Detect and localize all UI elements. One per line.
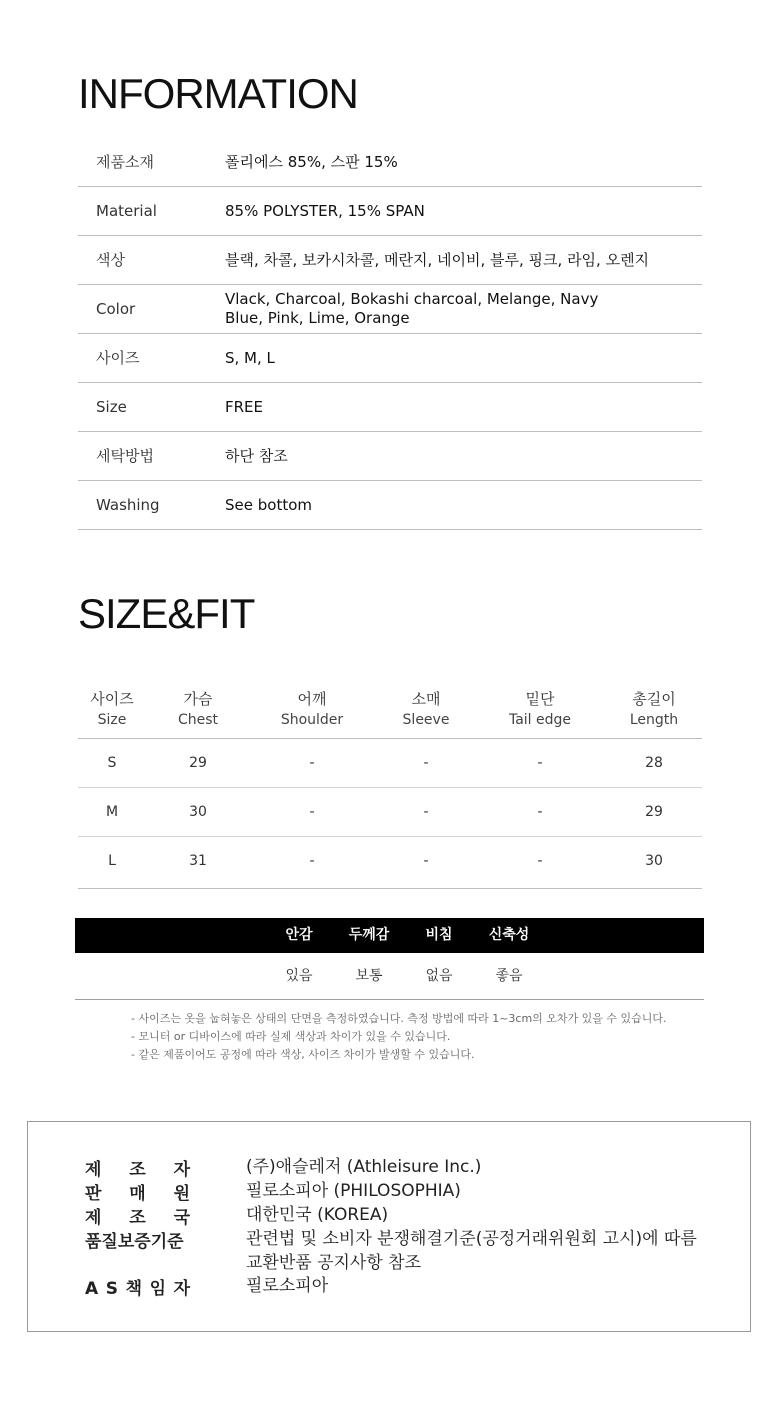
fabric-feel-values [75,953,704,1000]
info-value: Vlack, Charcoal, Bokashi charcoal, Melange, Navy Blue, Pink, Lime, Orange [225,290,599,327]
table-cell: - [537,755,543,771]
table-cell: - [309,755,315,771]
info-row-washing-en [78,481,702,530]
col-size: 사이즈 Size [90,690,134,728]
note-line: - 같은 제품이어도 공정에 따라 색상, 사이즈 차이가 발생할 수 있습니다. [131,1048,475,1061]
header-thickness: 두께감 [348,927,390,943]
value-lining: 있음 [285,968,313,984]
header-sheerness: 비침 [425,927,453,943]
maker-value: (주)애슬레저 (Athleisure Inc.) [246,1157,482,1177]
info-label: Material [96,202,157,220]
note-line: - 모니터 or 디바이스에 따라 실제 색상과 차이가 있을 수 있습니다. [131,1030,451,1043]
fabric-feel-table [75,918,704,1000]
size-fit-title: SIZE&FIT [78,590,255,637]
info-label: 제품소재 [96,153,154,171]
table-cell: - [309,804,315,820]
col-length: 총길이 Length [629,690,679,728]
maker-value: 대한민국 (KOREA) [246,1205,389,1225]
maker-value: 관련법 및 소비자 분쟁해결기준(공정거래위원회 고시)에 따름 교환반품 공지사항 참조 [246,1229,697,1273]
maker-value: 필로소피아 [246,1276,329,1296]
table-cell: 30 [645,853,663,869]
info-value: S, M, L [225,348,275,367]
fabric-feel-header [75,918,704,953]
table-cell: L [108,853,116,869]
information-table [78,138,702,530]
info-label: 세탁방법 [96,447,154,465]
manufacturer-info-box [27,1121,751,1332]
info-row-size-ko [78,334,702,383]
info-value: 85% POLYSTER, 15% SPAN [225,201,425,220]
header-lining: 안감 [285,927,313,943]
info-value: FREE [225,397,264,416]
table-cell: 28 [645,755,663,771]
info-row-color-en [78,285,702,334]
col-sleeve: 소매 Sleeve [402,690,450,728]
table-cell: 29 [189,755,207,771]
info-value: 폴리에스 85%, 스판 15% [225,152,398,171]
maker-key: 제 조 국 [85,1208,190,1228]
value-thickness: 보통 [355,968,383,984]
info-value: 하단 참조 [225,446,288,465]
size-row-m [78,788,702,837]
table-cell: - [537,804,543,820]
info-label: 색상 [96,251,125,269]
col-shoulder: 어깨 Shoulder [280,690,344,728]
maker-key: A S 책 임 자 [85,1279,190,1299]
info-label: Size [96,398,127,416]
table-cell: 29 [645,804,663,820]
maker-key: 품질보증기준 [85,1232,184,1252]
table-cell: 30 [189,804,207,820]
table-cell: - [423,804,429,820]
info-value: See bottom [225,495,312,514]
table-cell: - [423,853,429,869]
size-row-l [78,837,702,889]
note-line: - 사이즈는 옷을 눕혀놓은 상태의 단면을 측정하였습니다. 측정 방법에 따라 1~3cm의 오차가 있을 수 있습니다. [131,1012,667,1025]
information-title: INFORMATION [78,70,358,117]
col-tail-edge: 밑단 Tail edge [508,690,572,728]
info-label: 사이즈 [96,349,140,367]
size-row-s [78,739,702,788]
maker-key: 제 조 자 [85,1160,190,1180]
table-cell: - [537,853,543,869]
info-row-washing-ko [78,432,702,481]
size-table [78,686,702,889]
maker-key: 판 매 원 [85,1184,190,1204]
info-value: 블랙, 차콜, 보카시차콜, 메란지, 네이비, 블루, 핑크, 라임, 오렌지 [225,250,650,269]
info-label: Color [96,300,136,318]
info-row-size-en [78,383,702,432]
table-cell: M [105,804,119,820]
value-elasticity: 좋음 [495,968,523,984]
info-row-material-en [78,187,702,236]
table-cell: 31 [189,853,207,869]
table-cell: S [107,755,117,771]
value-sheerness: 없음 [425,968,453,984]
info-row-material-ko [78,138,702,187]
info-label: Washing [96,496,160,514]
table-cell: - [423,755,429,771]
size-table-header [78,686,702,739]
info-row-color-ko [78,236,702,285]
table-cell: - [309,853,315,869]
header-elasticity: 신축성 [488,927,530,943]
maker-value: 필로소피아 (PHILOSOPHIA) [246,1181,461,1201]
size-notes [131,1010,667,1064]
col-chest: 가슴 Chest [177,690,219,728]
